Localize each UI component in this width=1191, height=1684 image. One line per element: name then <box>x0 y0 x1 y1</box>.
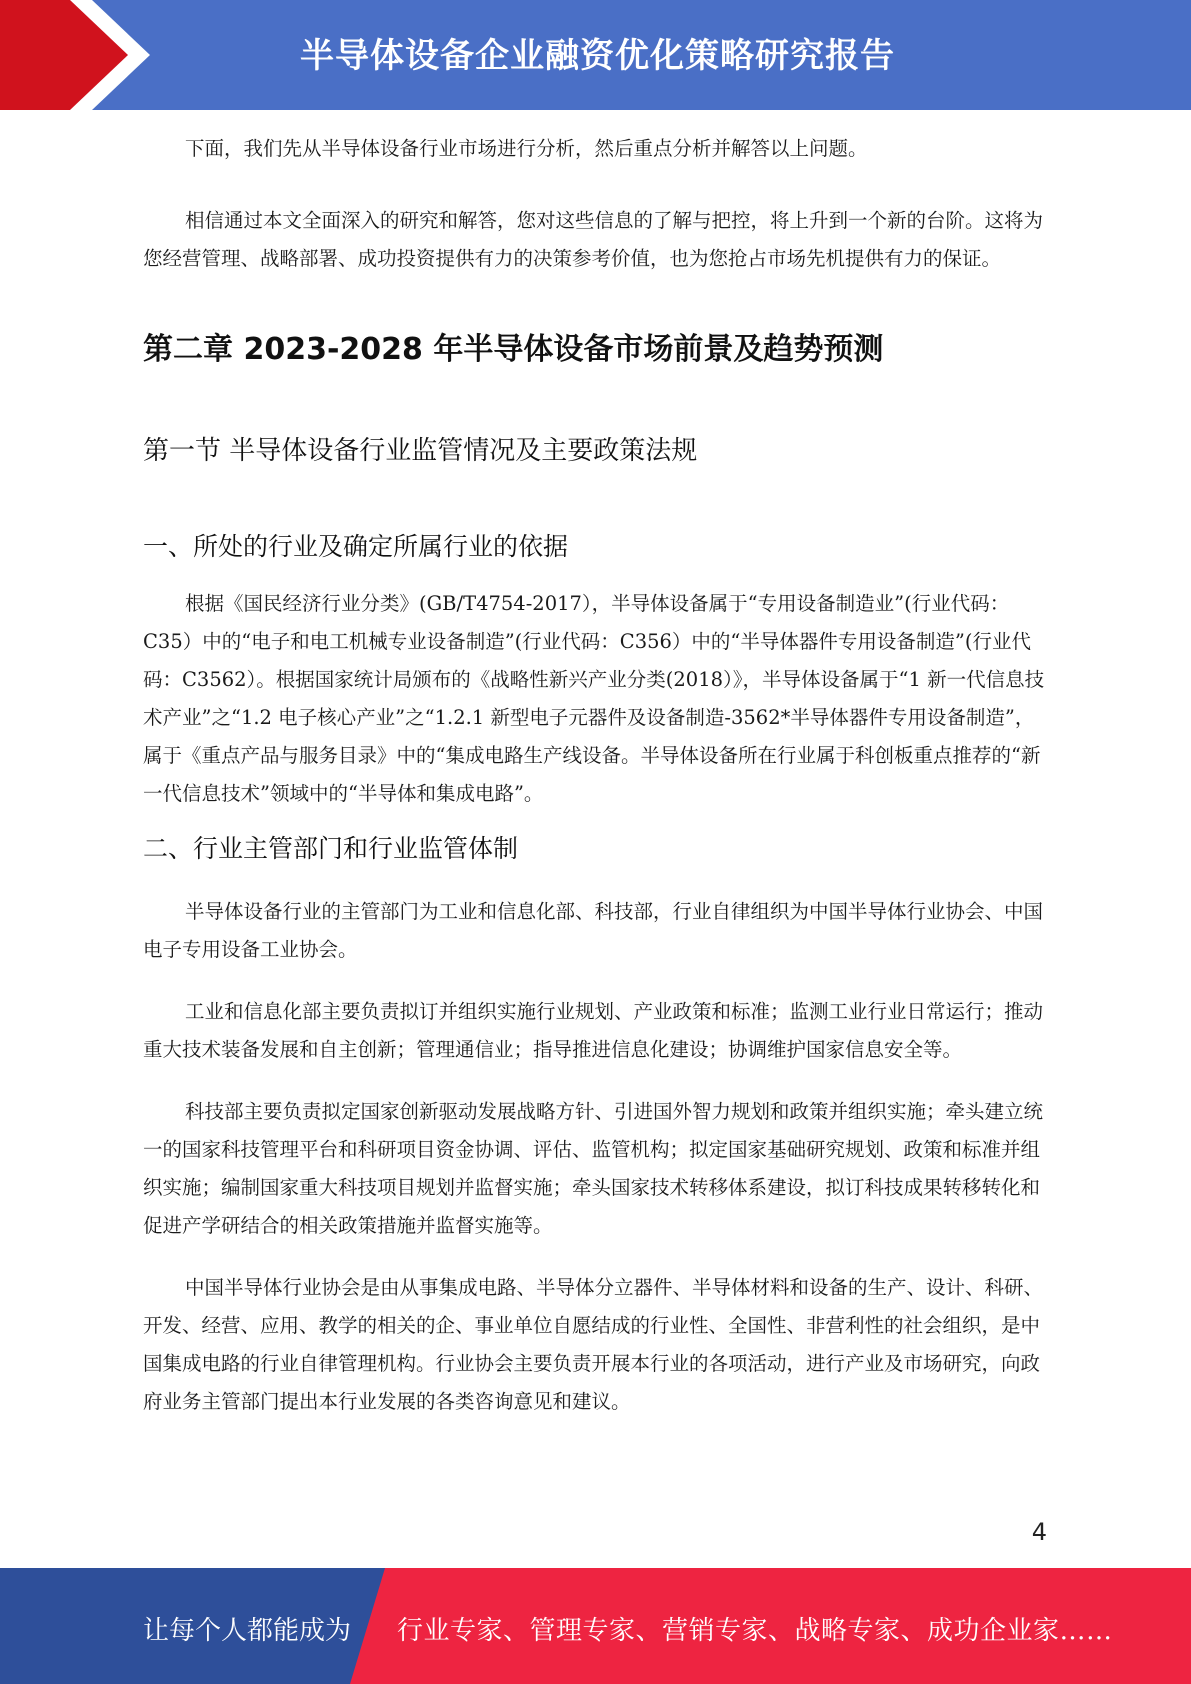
subsection-2-paragraph-1: 半导体设备行业的主管部门为工业和信息化部、科技部，行业自律组织为中国半导体行业协会、中国电子专用设备工业协会。 <box>143 900 1044 961</box>
footer-slogan-left: 让每个人都能成为 <box>143 1616 352 1646</box>
intro-paragraph-2: 相信通过本文全面深入的研究和解答，您对这些信息的了解与把控，将上升到一个新的台阶。这将为您经营管理、战略部署、成功投资提供有力的决策参考价值，也为您抢占市场先机提供有力的保证。 <box>143 209 1044 270</box>
subsection-2-paragraph-3: 科技部主要负责拟定国家创新驱动发展战略方针、引进国外智力规划和政策并组织实施；牵头建立统一的国家科技管理平台和科研项目资金协调、评估、监管机构；拟定国家基础研究规划、政策和标准并组织实施；编制国家重大科技项目规划并监督实施；牵头国家技术转移体系建设，拟订科技成果转移转化和促进产学研结合的相关政策措施并监督实施等。 <box>143 1100 1044 1237</box>
subsection-heading-1: 一、所处的行业及确定所属行业的依据 <box>143 532 569 561</box>
footer-slogan-right: 行业专家、管理专家、营销专家、战略专家、成功企业家…… <box>397 1616 1113 1646</box>
report-title: 半导体设备企业融资优化策略研究报告 <box>300 36 895 76</box>
subsection-1-paragraph: 根据《国民经济行业分类》(GB/T4754-2017），半导体设备属于“专用设备制造业”(行业代码：C35）中的“电子和电工机械专业设备制造”(行业代码：C356）中的“半导体器件专用设备制造”(行业代码：C3562）。根据国家统计局颁布的《战略性新兴产业分类(2018）》，半导体设备属于“1 新一代信息技术产业”之“1.2 电子核心产业”之“1.2.1 新型电子元器件及设备制造-3562*半导体器件专用设备制造”，属于《重点产品与服务目录》中的“集成电路生产线设备。半导体设备所在行业属于科创板重点推荐的“新一代信息技术”领域中的“半导体和集成电路”。 <box>143 592 1045 805</box>
page-footer <box>0 1568 1191 1684</box>
header-red-arrow-accent <box>0 0 150 110</box>
section-heading: 第一节 半导体设备行业监管情况及主要政策法规 <box>143 436 698 466</box>
page-number: 4 <box>1031 1518 1047 1546</box>
chapter-heading: 第二章 2023-2028 年半导体设备市场前景及趋势预测 <box>143 332 884 367</box>
intro-paragraph-1: 下面，我们先从半导体设备行业市场进行分析，然后重点分析并解答以上问题。 <box>185 137 868 160</box>
subsection-2-paragraph-4: 中国半导体行业协会是由从事集成电路、半导体分立器件、半导体材料和设备的生产、设计、科研、开发、经营、应用、教学的相关的企、事业单位自愿结成的行业性、全国性、非营利性的社会组织，是中国集成电路的行业自律管理机构。行业协会主要负责开展本行业的各项活动，进行产业及市场研究，向政府业务主管部门提出本行业发展的各类咨询意见和建议。 <box>143 1276 1044 1413</box>
subsection-heading-2: 二、行业主管部门和行业监管体制 <box>143 834 519 863</box>
document-body <box>143 130 1048 1421</box>
subsection-2-paragraph-2: 工业和信息化部主要负责拟订并组织实施行业规划、产业政策和标准；监测工业行业日常运行；推动重大技术装备发展和自主创新；管理通信业；指导推进信息化建设；协调维护国家信息安全等。 <box>143 1000 1044 1061</box>
page-header <box>0 0 1191 110</box>
